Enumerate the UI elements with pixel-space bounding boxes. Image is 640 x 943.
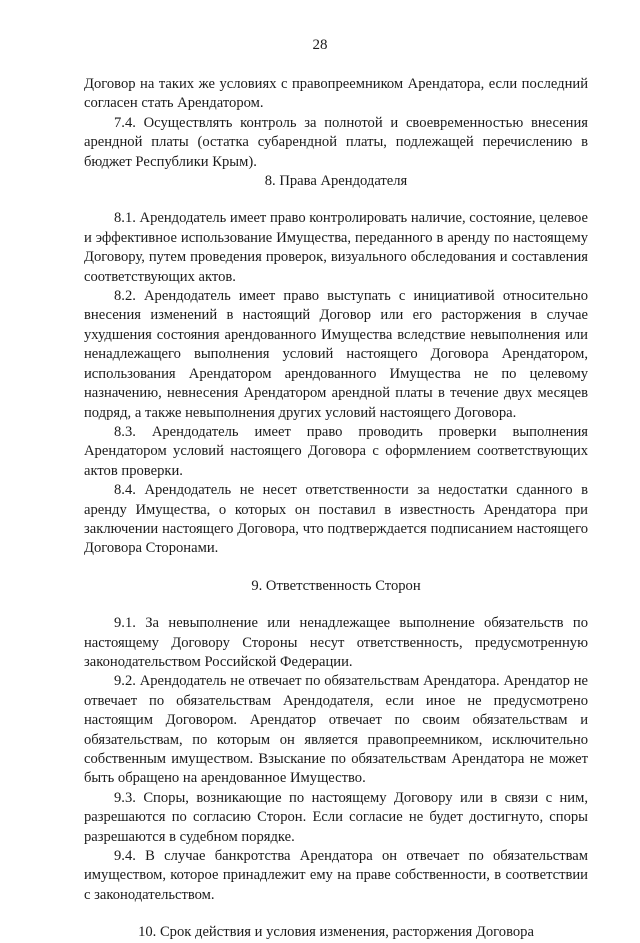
paragraph-9-4: 9.4. В случае банкротства Арендатора он отвечает по обязательствам имуществом, которое принадлежит ему на праве собственности, в соответствии с законодательством. xyxy=(84,848,588,903)
paragraph-8-4: 8.4. Арендодатель не несет ответственности за недостатки сданного в аренду Имущества, о которых он поставил в известность Арендатора при заключении настоящего Договора, что подтверждается подписанием настоящего Договора Сторонами. xyxy=(84,482,588,557)
paragraph-7-4: 7.4. Осуществлять контроль за полнотой и своевременностью внесения арендной платы (остатка субарендной платы, подлежащей перечислению в бюджет Республики Крым). xyxy=(84,114,588,170)
paragraph-9-1: 9.1. За невыполнение или ненадлежащее выполнение обязательств по настоящему Договору Стороны несут ответственность, предусмотренную законодательством Российской Федерации. xyxy=(84,615,588,670)
page-number: 28 xyxy=(312,37,328,53)
paragraph-9-2: 9.2. Арендодатель не отвечает по обязательствам Арендатора. Арендатор не отвечает по обязательствам Арендодателя, если иное не предусмотрено настоящим Договором. Арендатор отвечает по своим обязательствам и обязательствам, по которым он является правопреемником, исключительно собственным имуществом. Взыскание по обязательствам Арендатора не может быть обращено на арендованное Имущество. xyxy=(84,673,588,787)
paragraph-8-3: 8.3. Арендодатель имеет право проводить проверки выполнения Арендатором условий настоящего Договора с оформлением соответствующих актов проверки. xyxy=(84,423,588,479)
paragraph-9-3: 9.3. Споры, возникающие по настоящему Договору или в связи с ним, разрешаются по согласию Сторон. Если согласие не будет достигнуто, споры разрешаются в судебном порядке. xyxy=(84,789,588,845)
document-body xyxy=(84,75,588,943)
paragraph-continuation: Договор на таких же условиях с правопреемником Арендатора, если последний согласен стать Арендатором. xyxy=(84,76,588,112)
section-heading-8: 8. Права Арендодателя xyxy=(264,173,408,190)
paragraph-8-1: 8.1. Арендодатель имеет право контролировать наличие, состояние, целевое и эффективное использование Имущества, переданного в аренду по настоящему Договору, путем проведения проверок, визуального обследования и составления соответствующих актов. xyxy=(84,210,589,285)
section-heading-9: 9. Ответственность Сторон xyxy=(251,577,421,594)
paragraph-8-2: 8.2. Арендодатель имеет право выступать с инициативой относительно внесения изменений в настоящий Договор или его расторжения в случае ухудшения состояния арендованного Имущества вследствие невыполнения или ненадлежащего выполнения условий настоящего Договора Арендатором, использования Арендатором арендованного Имущества не по целевому назначению, невнесения Арендатором арендной платы в течение двух месяцев подряд, а также невыполнения других условий настоящего Договора. xyxy=(84,288,588,421)
section-heading-10: 10. Срок действия и условия изменения, расторжения Договора xyxy=(138,924,534,941)
